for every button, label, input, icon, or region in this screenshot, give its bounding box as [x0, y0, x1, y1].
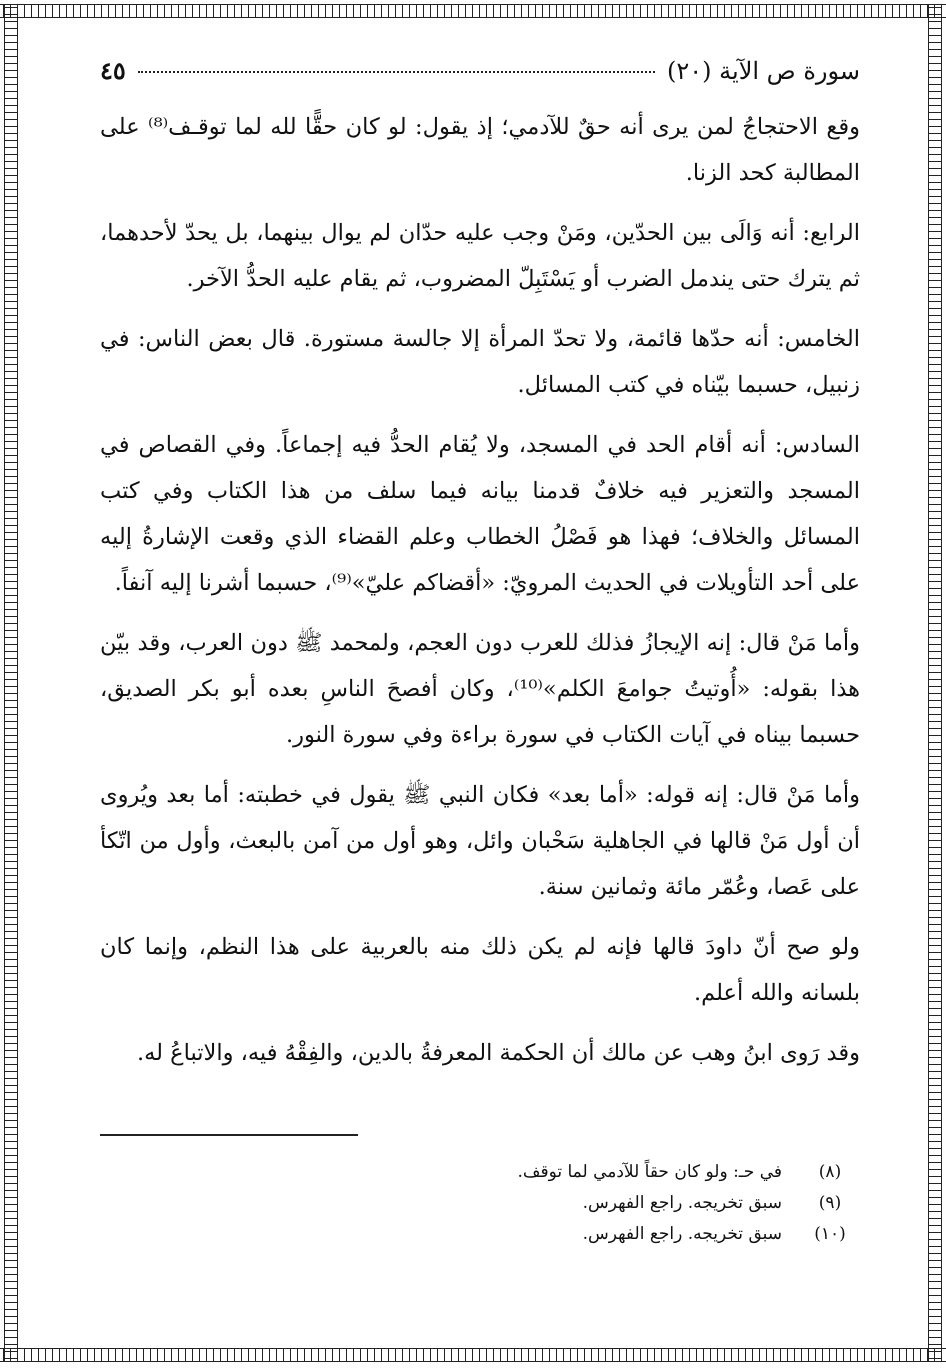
footnote-number: (١٠): [814, 1223, 846, 1244]
footnote-text: سبق تخريجه. راجع الفهرس.: [582, 1192, 782, 1213]
running-header: [100, 56, 860, 96]
footnotes: [100, 1156, 860, 1249]
page-number: ٤٥: [100, 56, 126, 85]
footnote-text: في حـ: ولو كان حقاً للآدمي لما توقف.: [517, 1161, 782, 1182]
paragraph: وقد رَوى ابنُ وهب عن مالك أن الحكمة المعرفةُ بالدين، والفِقْهُ فيه، والاتباعُ له.: [136, 1040, 860, 1066]
footnote-number: (٩): [818, 1192, 842, 1213]
paragraph: وأما مَنْ قال: إنه الإيجازُ فذلك للعرب دون العجم، ولمحمد ﷺ دون العرب، وقد بيّن هذا بقوله: «أُوتيتُ جوامعَ الكلم»⁽¹⁰⁾، وكان أفصحَ الناسِ بعده أبو بكر الصديق، حسبما بيناه في آيات الكتاب في سورة براءة وفي سورة النور.: [100, 630, 860, 748]
paragraph: الرابع: أنه وَالَى بين الحدّين، ومَنْ وجب عليه حدّان لم يوال بينهما، بل يحدّ لأحدهما، ثم يترك حتى يندمل الضرب أو يَسْتَبِلّ المضروب، ثم يقام عليه الحدُّ الآخر.: [100, 220, 860, 292]
ornamental-border-right: [928, 4, 942, 1362]
paragraph: وأما مَنْ قال: إنه قوله: «أما بعد» فكان النبي ﷺ يقول في خطبته: أما بعد ويُروى أن أول مَنْ قالها في الجاهلية سَحْبان وائل، وهو أول من آمن بالبعث، وأول من اتّكأ على عَصا، وعُمّر مائة وثمانين سنة.: [100, 782, 860, 900]
footnote: [100, 1187, 860, 1218]
ornamental-border-top: [0, 4, 946, 18]
paragraph: وقع الاحتجاجُ لمن يرى أنه حقٌ للآدمي؛ إذ يقول: لو كان حقًّا لله لما توقـف⁽⁸⁾ على المطالبة كحد الزنا.: [100, 114, 861, 186]
dotted-leader: [138, 71, 655, 73]
paragraph: ولو صح أنّ داودَ قالها فإنه لم يكن ذلك منه بالعربية على هذا النظم، وإنما كان بلسانه والله أعلم.: [100, 934, 860, 1006]
page-content: [100, 56, 860, 1090]
ornamental-border-bottom: [0, 1348, 946, 1362]
running-title: سورة ص الآية (٢٠): [667, 57, 860, 85]
ornamental-border-left: [4, 4, 18, 1362]
footnote: [100, 1156, 860, 1187]
footnote-separator: [100, 1134, 358, 1136]
footnote: [100, 1218, 860, 1249]
footnote-text: سبق تخريجه. راجع الفهرس.: [582, 1223, 782, 1244]
paragraph: الخامس: أنه حدّها قائمة، ولا تحدّ المرأة إلا جالسة مستورة. قال بعض الناس: في زنبيل، حسبما بيّناه في كتب المسائل.: [100, 326, 860, 398]
footnote-number: (٨): [818, 1161, 842, 1182]
paragraph: السادس: أنه أقام الحد في المسجد، ولا يُقام الحدُّ فيه إجماعاً. وفي القصاص في المسجد والتعزير فيه خلافٌ قدمنا بيانه فيما سلف من هذا الكتاب وفي كتب المسائل والخلاف؛ فهذا هو فَصْلُ الخطاب وعلم القضاء الذي وقعت الإشارةُ إليه على أحد التأويلات في الحديث المرويّ: «أقضاكم عليّ»⁽⁹⁾، حسبما أشرنا إليه آنفاً.: [100, 432, 860, 596]
